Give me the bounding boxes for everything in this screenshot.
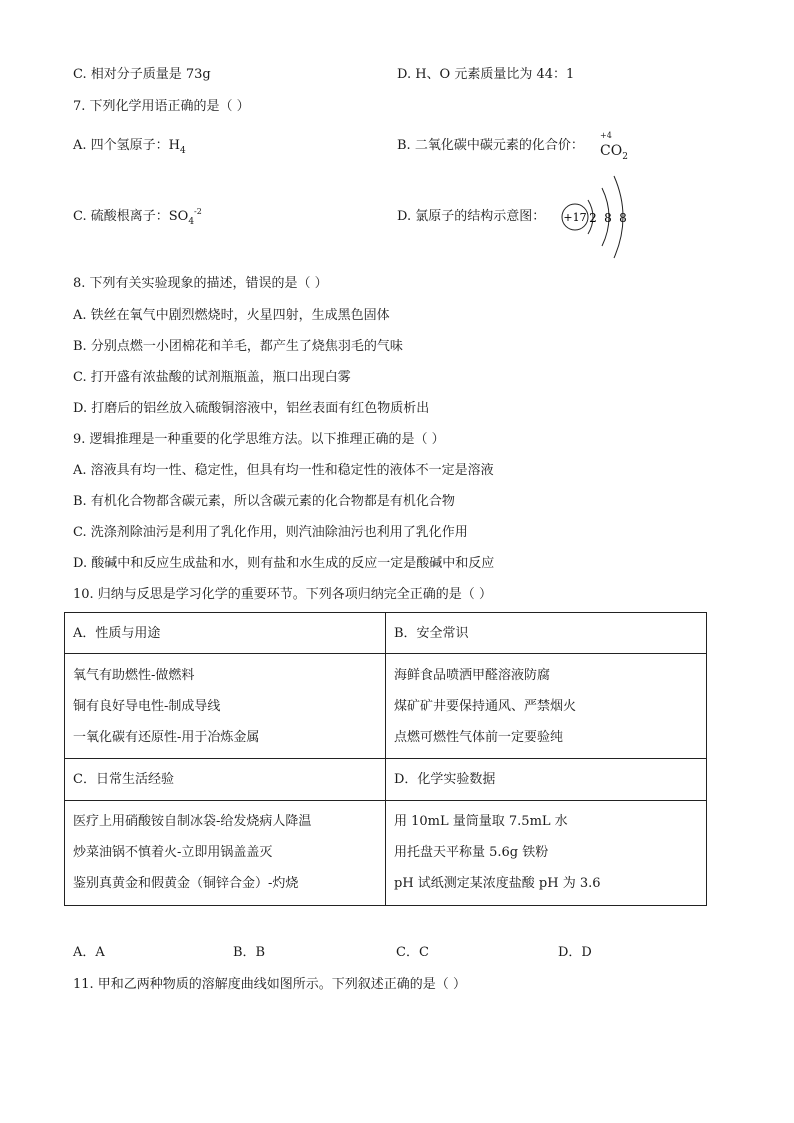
- table-line: 用托盘天平称量 5.6g 铁粉: [394, 845, 549, 861]
- q10-stem: 10. 归纳与反思是学习化学的重要环节。下列各项归纳完全正确的是（ ）: [73, 587, 492, 602]
- table-line: 用 10mL 量筒量取 7.5mL 水: [394, 814, 568, 830]
- q7-option-c: [73, 208, 202, 227]
- table-cell-b-title: B．安全常识: [386, 613, 707, 654]
- q10-choice-c: C．C: [396, 945, 429, 960]
- q7-option-b-text: B. 二氧化碳中碳元素的化合价：: [397, 138, 584, 153]
- table-line: 铜有良好导电性-制成导线: [73, 698, 221, 714]
- table-line: 一氧化碳有还原性-用于冶炼金属: [73, 729, 260, 745]
- table-cell-d-title: D．化学实验数据: [386, 759, 707, 800]
- q8-option-b: B. 分别点燃一小团棉花和羊毛，都产生了烧焦羽毛的气味: [73, 339, 403, 354]
- table-cell-c-title: C．日常生活经验: [65, 759, 386, 800]
- shell-1-electrons: 2: [589, 211, 597, 225]
- q7-option-a-text: A. 四个氢原子：H: [73, 138, 180, 153]
- valence-label: +4: [600, 131, 612, 140]
- q10-choice-b: B．B: [233, 945, 266, 960]
- q6-option-d: D. H、O 元素质量比为 44：1: [397, 67, 575, 82]
- table-cell-d-body: [386, 800, 707, 905]
- q7-stem: 7. 下列化学用语正确的是（ ）: [73, 99, 250, 114]
- q7-option-c-text: C. 硫酸根离子：SO: [73, 209, 189, 224]
- q7-option-c-subscript: 4: [188, 217, 195, 227]
- q11-stem: 11. 甲和乙两种物质的溶解度曲线如图所示。下列叙述正确的是（ ）: [73, 977, 466, 992]
- table-cell-a-title: A．性质与用途: [65, 613, 386, 654]
- q7-option-a-subscript: 4: [180, 146, 186, 156]
- table-line: 医疗上用硝酸铵自制冰袋-给发烧病人降温: [73, 814, 312, 830]
- table-line: pH 试纸测定某浓度盐酸 pH 为 3.6: [394, 876, 601, 892]
- table-line: 海鲜食品喷洒甲醛溶液防腐: [394, 667, 551, 683]
- q7-option-c-superscript: -2: [194, 207, 202, 216]
- q10-choices: [73, 944, 633, 962]
- co2-formula: CO: [600, 143, 623, 159]
- table-line: 点燃可燃性气体前一定要验纯: [394, 729, 564, 745]
- q7-option-a: [73, 137, 186, 156]
- q9-option-d: D. 酸碱中和反应生成盐和水，则有盐和水生成的反应一定是酸碱中和反应: [73, 556, 495, 571]
- table-cell-c-body: [65, 800, 386, 905]
- table-cell-b-body: [386, 654, 707, 759]
- q10-summary-table: [64, 612, 707, 906]
- q6-option-c: C. 相对分子质量是 73g: [73, 67, 211, 82]
- nucleus-charge: +17: [563, 211, 587, 224]
- shell-2-electrons: 8: [604, 211, 612, 225]
- table-line: 鉴别真黄金和假黄金（铜锌合金）-灼烧: [73, 876, 299, 892]
- q10-choice-a: A．A: [73, 945, 105, 960]
- q8-stem: 8. 下列有关实验现象的描述，错误的是（ ）: [73, 276, 328, 291]
- q9-option-c: C. 洗涤剂除油污是利用了乳化作用，则汽油除油污也利用了乳化作用: [73, 525, 468, 540]
- q8-option-d: D. 打磨后的铝丝放入硫酸铜溶液中，铝丝表面有红色物质析出: [73, 401, 430, 416]
- chlorine-atom-diagram: [556, 170, 636, 260]
- q9-option-a: A. 溶液具有均一性、稳定性，但具有均一性和稳定性的液体不一定是溶液: [73, 463, 494, 478]
- table-line: 氧气有助燃性-做燃料: [73, 667, 195, 683]
- shell-3-electrons: 8: [619, 211, 627, 225]
- q10-choice-d: D．D: [558, 945, 592, 960]
- q8-option-c: C. 打开盛有浓盐酸的试剂瓶瓶盖，瓶口出现白雾: [73, 370, 351, 385]
- q9-stem: 9. 逻辑推理是一种重要的化学思维方法。以下推理正确的是（ ）: [73, 432, 445, 447]
- q8-option-a: A. 铁丝在氧气中剧烈燃烧时，火星四射，生成黑色固体: [73, 308, 390, 323]
- table-line: 煤矿矿井要保持通风、严禁烟火: [394, 698, 577, 714]
- q9-option-b: B. 有机化合物都含碳元素，所以含碳元素的化合物都是有机化合物: [73, 494, 455, 509]
- table-line: 炒菜油锅不慎着火-立即用锅盖盖灭: [73, 845, 273, 861]
- co2-subscript: 2: [622, 152, 628, 162]
- q7-option-b-formula: [600, 131, 640, 167]
- table-cell-a-body: [65, 654, 386, 759]
- q7-option-d-text: D. 氯原子的结构示意图：: [397, 209, 546, 224]
